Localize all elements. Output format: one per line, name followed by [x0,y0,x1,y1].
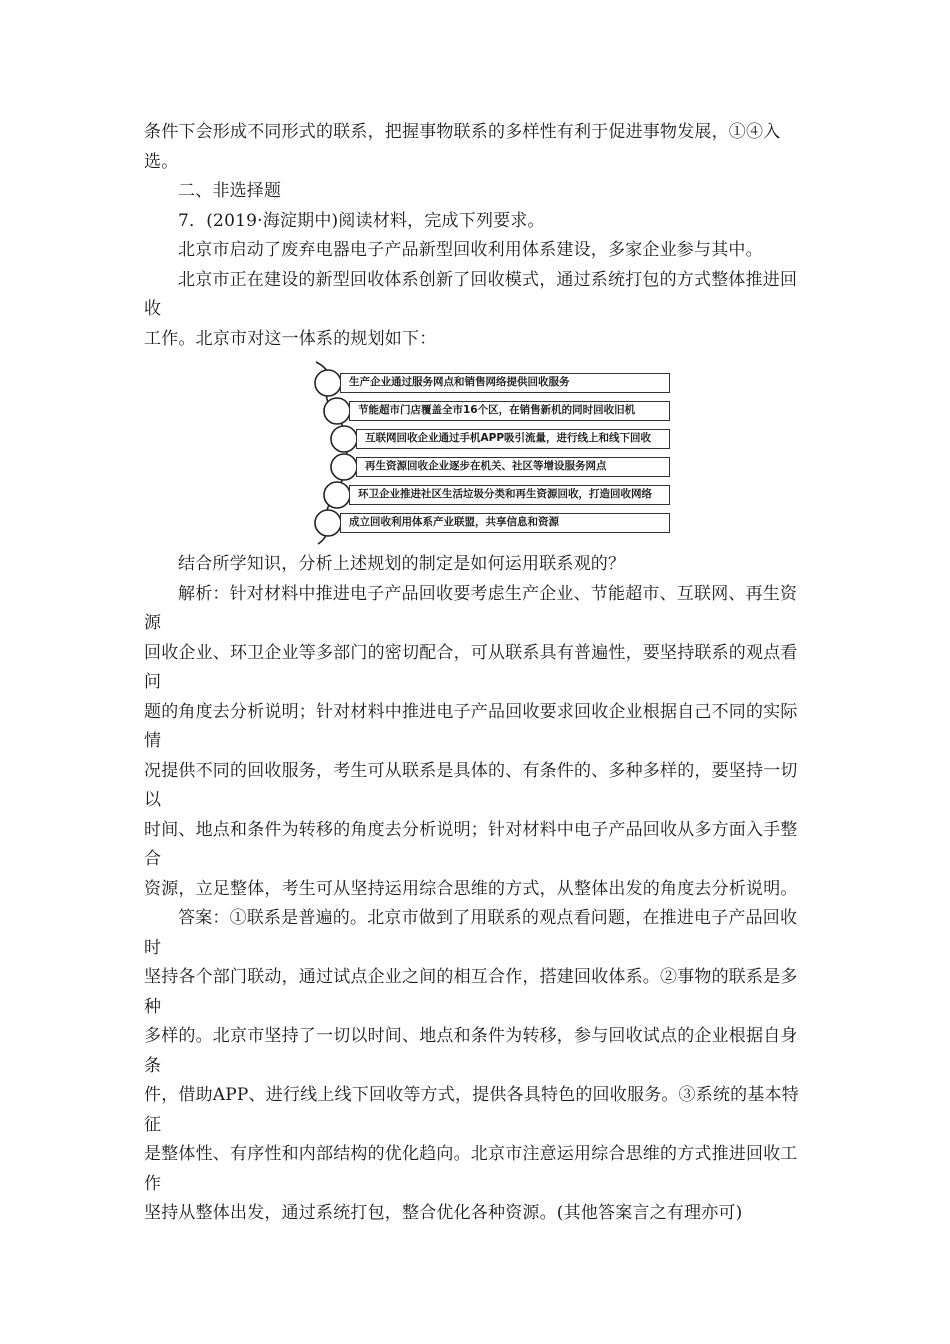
answer-line: 件，借助APP、进行线上线下回收等方式，提供各具特色的回收服务。③系统的基本特征 [144,1085,799,1135]
document-body [144,118,808,1229]
flow-step-5: 环卫企业推进社区生活垃圾分类和再生资源回收，打造回收网络 [349,485,670,505]
flow-step-4: 再生资源回收企业逐步在机关、社区等增设服务网点 [356,457,670,477]
answer-block [144,904,808,1229]
question-header: 7．(2019·海淀期中)阅读材料，完成下列要求。 [178,210,545,231]
material-paragraph-2-line-2: 工作。北京市对这一体系的规划如下： [144,328,437,349]
analysis-line: 解析：针对材料中推进电子产品回收要考虑生产企业、节能超市、互联网、再生资源 [144,583,798,633]
flow-step-3: 互联网回收企业通过手机APP吸引流量，进行线上和线下回收 [356,429,670,449]
flow-node-3 [331,426,357,452]
analysis-line: 题的角度去分析说明；针对材料中推进电子产品回收要求回收企业根据自己不同的实际情 [144,701,798,751]
intro-line: 条件下会形成不同形式的联系，把握事物联系的多样性有利于促进事物发展，①④入选。 [144,122,781,172]
analysis-line: 时间、地点和条件为转移的角度去分析说明；针对材料中电子产品回收从多方面入手整合 [144,819,798,869]
question-prompt: 结合所学知识，分析上述规划的制定是如何运用联系观的？ [178,554,626,574]
answer-line: 答案：①联系是普遍的。北京市做到了用联系的观点看问题，在推进电子产品回收时 [144,908,798,958]
flow-node-2 [324,398,350,424]
analysis-line: 况提供不同的回收服务，考生可从联系是具体的、有条件的、多种多样的，要坚持一切以 [144,760,798,810]
section-heading: 二、非选择题 [178,181,282,201]
material-paragraph-2-line-1: 北京市正在建设的新型回收体系创新了回收模式，通过系统打包的方式整体推进回收 [144,269,798,319]
flow-node-4 [331,454,357,480]
answer-line: 多样的。北京市坚持了一切以时间、地点和条件为转移，参与回收试点的企业根据自身条 [144,1026,798,1076]
flow-step-6: 成立回收利用体系产业联盟，共享信息和资源 [340,513,670,533]
flow-step-1: 生产企业通过服务网点和销售网络提供回收服务 [340,373,670,393]
material-paragraph-1: 北京市启动了废弃电器电子产品新型回收利用体系建设，多家企业参与其中。 [178,240,763,260]
analysis-block [144,580,808,905]
flow-node-5 [324,482,350,508]
answer-line: 坚持各个部门联动，通过试点企业之间的相互合作，搭建回收体系。②事物的联系是多种 [144,967,798,1017]
flow-step-2: 节能超市门店覆盖全市16个区，在销售新机的同时回收旧机 [349,401,670,421]
answer-line: 坚持从整体出发，通过系统打包，整合优化各种资源。(其他答案言之有理亦可) [144,1203,743,1223]
flow-node-1 [315,370,341,396]
answer-line: 是整体性、有序性和内部结构的优化趋向。北京市注意运用综合思维的方式推进回收工作 [144,1144,798,1194]
flow-node-6 [315,510,341,536]
planning-flow-diagram [144,360,808,546]
analysis-line: 回收企业、环卫企业等多部门的密切配合，可从联系具有普遍性，要坚持联系的观点看问 [144,642,798,692]
analysis-line: 资源，立足整体，考生可从坚持运用综合思维的方式，从整体出发的角度去分析说明。 [144,878,798,899]
